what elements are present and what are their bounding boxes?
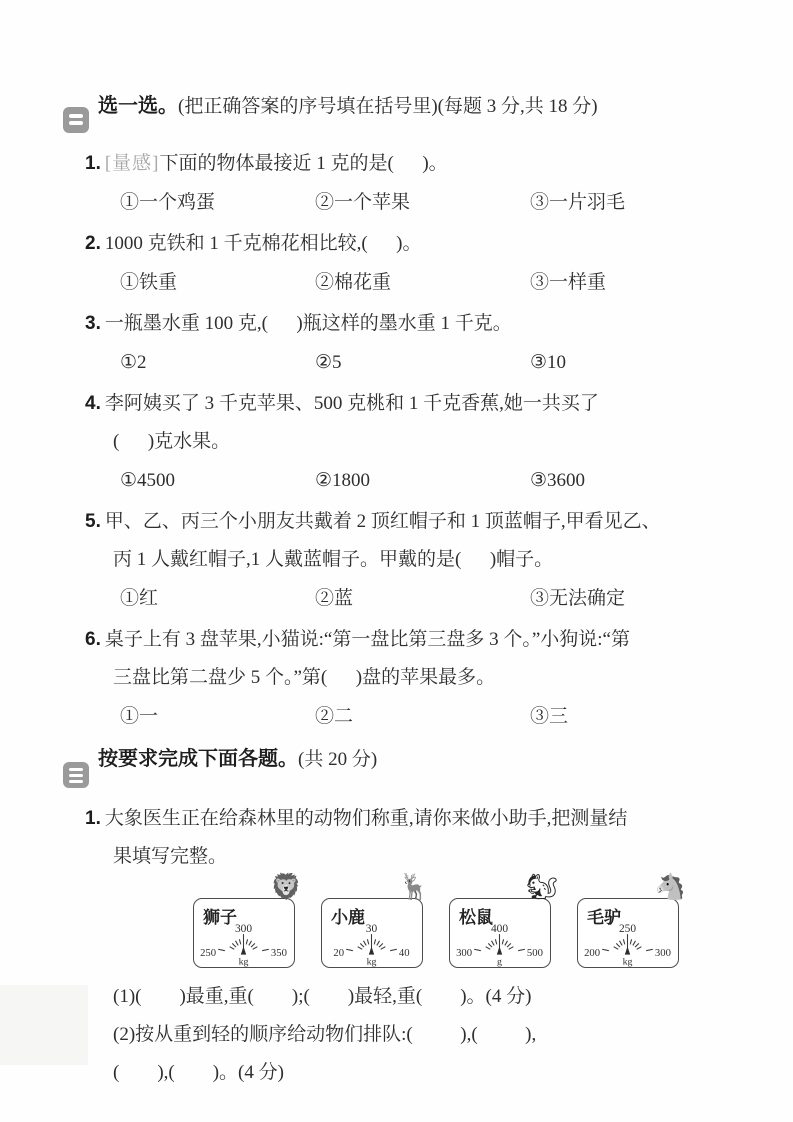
lion-icon: 🦁 xyxy=(270,874,302,901)
question-5-text-cont: 丙 1 人戴红帽子,1 人戴蓝帽子。甲戴的是( )帽子。 xyxy=(113,548,554,570)
squirrel-scale-dial xyxy=(450,921,549,967)
animal-name: 狮子 xyxy=(203,908,237,927)
scale-card-deer xyxy=(321,874,430,968)
question-6-text: 6. 桌子上有 3 盘苹果,小猫说:“第一盘比第三盘多 3 个。”小狗说:“第 xyxy=(85,628,630,650)
question-4 xyxy=(63,385,741,501)
option-3: ③10 xyxy=(530,351,567,373)
question-5 xyxy=(63,503,741,619)
option-3: ③无法确定 xyxy=(530,587,626,609)
question-number: 1. xyxy=(85,808,101,829)
svg-text:300: 300 xyxy=(234,922,253,935)
subquestion-2-cont: ( ),( )。(4 分) xyxy=(113,1062,284,1083)
question-5-text: 5. 甲、乙、丙三个小朋友共戴着 2 顶红帽子和 1 顶蓝帽子,甲看见乙、 xyxy=(85,510,661,532)
question-1 xyxy=(63,145,741,223)
svg-text:500: 500 xyxy=(526,948,543,960)
svg-text:kg: kg xyxy=(622,956,633,967)
question-4-text-cont: ( )克水果。 xyxy=(113,430,231,452)
svg-text:kg: kg xyxy=(238,956,249,967)
option-2: ②蓝 xyxy=(315,587,354,609)
question-4-options xyxy=(63,461,741,501)
quantity-sense-tag: [量感] xyxy=(104,152,160,174)
svg-text:20: 20 xyxy=(333,948,345,960)
question-6 xyxy=(63,621,741,737)
svg-text:kg: kg xyxy=(366,956,377,967)
svg-text:300: 300 xyxy=(654,948,671,960)
section-two-subtitle: (把正确答案的序号填在括号里)(每题 3 分,共 18 分) xyxy=(178,96,598,117)
section-three-subtitle: (共 20 分) xyxy=(298,748,378,770)
option-2: ②棉花重 xyxy=(315,271,392,293)
question-1-options xyxy=(63,183,741,223)
question-5-options xyxy=(63,579,741,619)
question-number: 3. xyxy=(85,312,101,334)
scale-card-squirrel xyxy=(449,874,558,968)
option-3: ③一片羽毛 xyxy=(530,191,626,213)
option-3: ③一样重 xyxy=(530,271,607,293)
question-number: 2. xyxy=(85,232,101,254)
question-2-options xyxy=(63,263,741,303)
animal-name: 毛驴 xyxy=(587,908,621,927)
option-1: ①4500 xyxy=(120,469,176,491)
svg-text:400: 400 xyxy=(490,922,509,935)
squirrel-icon: 🐿 xyxy=(526,874,558,901)
question-6-text-cont: 三盘比第二盘少 5 个。”第( )盘的苹果最多。 xyxy=(113,666,496,688)
question-number: 4. xyxy=(85,392,101,414)
svg-text:30: 30 xyxy=(365,922,378,935)
question-3-text: 3. 一瓶墨水重 100 克,( )瓶这样的墨水重 1 千克。 xyxy=(85,312,512,334)
svg-text:350: 350 xyxy=(270,948,287,960)
option-1: ①一个鸡蛋 xyxy=(120,191,216,213)
deer-scale-dial xyxy=(322,921,421,967)
scale-cards-row xyxy=(193,874,741,968)
scale-card-lion xyxy=(193,874,302,968)
section-two-title: 选一选。 xyxy=(98,95,178,117)
subquestion-1: (1)( )最重,重( );( )最轻,重( )。(4 分) xyxy=(113,986,532,1007)
question-3 xyxy=(63,305,741,383)
s3-question-1-text: 1. 大象医生正在给森林里的动物们称重,请你来做小助手,把测量结 xyxy=(85,808,628,829)
scale-card-donkey xyxy=(577,874,686,968)
svg-text:200: 200 xyxy=(584,948,601,960)
svg-text:250: 250 xyxy=(618,922,637,935)
option-3: ③3600 xyxy=(530,469,586,491)
question-4-text: 4. 李阿姨买了 3 千克苹果、500 克桃和 1 千克香蕉,她一共买了 xyxy=(85,392,599,414)
question-2 xyxy=(63,225,741,303)
svg-text:g: g xyxy=(497,956,502,967)
section-two xyxy=(63,90,741,737)
option-1: ①一 xyxy=(120,705,159,727)
option-1: ①红 xyxy=(120,587,159,609)
section-three xyxy=(63,743,741,1093)
lion-scale-dial xyxy=(194,921,293,967)
animal-name: 小鹿 xyxy=(331,908,365,927)
svg-text:40: 40 xyxy=(398,948,410,960)
option-2: ②二 xyxy=(315,705,354,727)
svg-text:250: 250 xyxy=(200,948,217,960)
section-three-header xyxy=(63,743,741,789)
section-three-icon xyxy=(63,762,89,788)
svg-text:300: 300 xyxy=(456,948,473,960)
section-three-title: 按要求完成下面各题。 xyxy=(98,747,298,770)
question-3-options xyxy=(63,343,741,383)
question-number: 6. xyxy=(85,628,101,650)
question-1-text: 1. [量感]下面的物体最接近 1 克的是( )。 xyxy=(85,152,448,174)
question-number: 5. xyxy=(85,510,101,532)
animal-name: 松鼠 xyxy=(459,908,493,927)
option-2: ②5 xyxy=(315,351,342,373)
donkey-icon: 🐴 xyxy=(654,874,686,901)
option-3: ③三 xyxy=(530,705,569,727)
subquestion-2: (2)按从重到轻的顺序给动物们排队:( ),( ), xyxy=(113,1024,537,1045)
question-number: 1. xyxy=(85,152,101,174)
donkey-scale-dial xyxy=(578,921,677,967)
s3-question-1-text-cont: 果填写完整。 xyxy=(113,846,228,867)
option-1: ①铁重 xyxy=(120,271,178,293)
section-three-question-1 xyxy=(63,800,741,876)
option-1: ①2 xyxy=(120,351,147,373)
option-2: ②1800 xyxy=(315,469,371,491)
question-2-text: 2. 1000 克铁和 1 千克棉花相比较,( )。 xyxy=(85,232,422,254)
section-two-icon xyxy=(63,107,89,133)
deer-icon: 🦌 xyxy=(398,874,430,901)
question-6-options xyxy=(63,697,741,737)
option-2: ②一个苹果 xyxy=(315,191,411,213)
section-two-header xyxy=(63,90,741,133)
